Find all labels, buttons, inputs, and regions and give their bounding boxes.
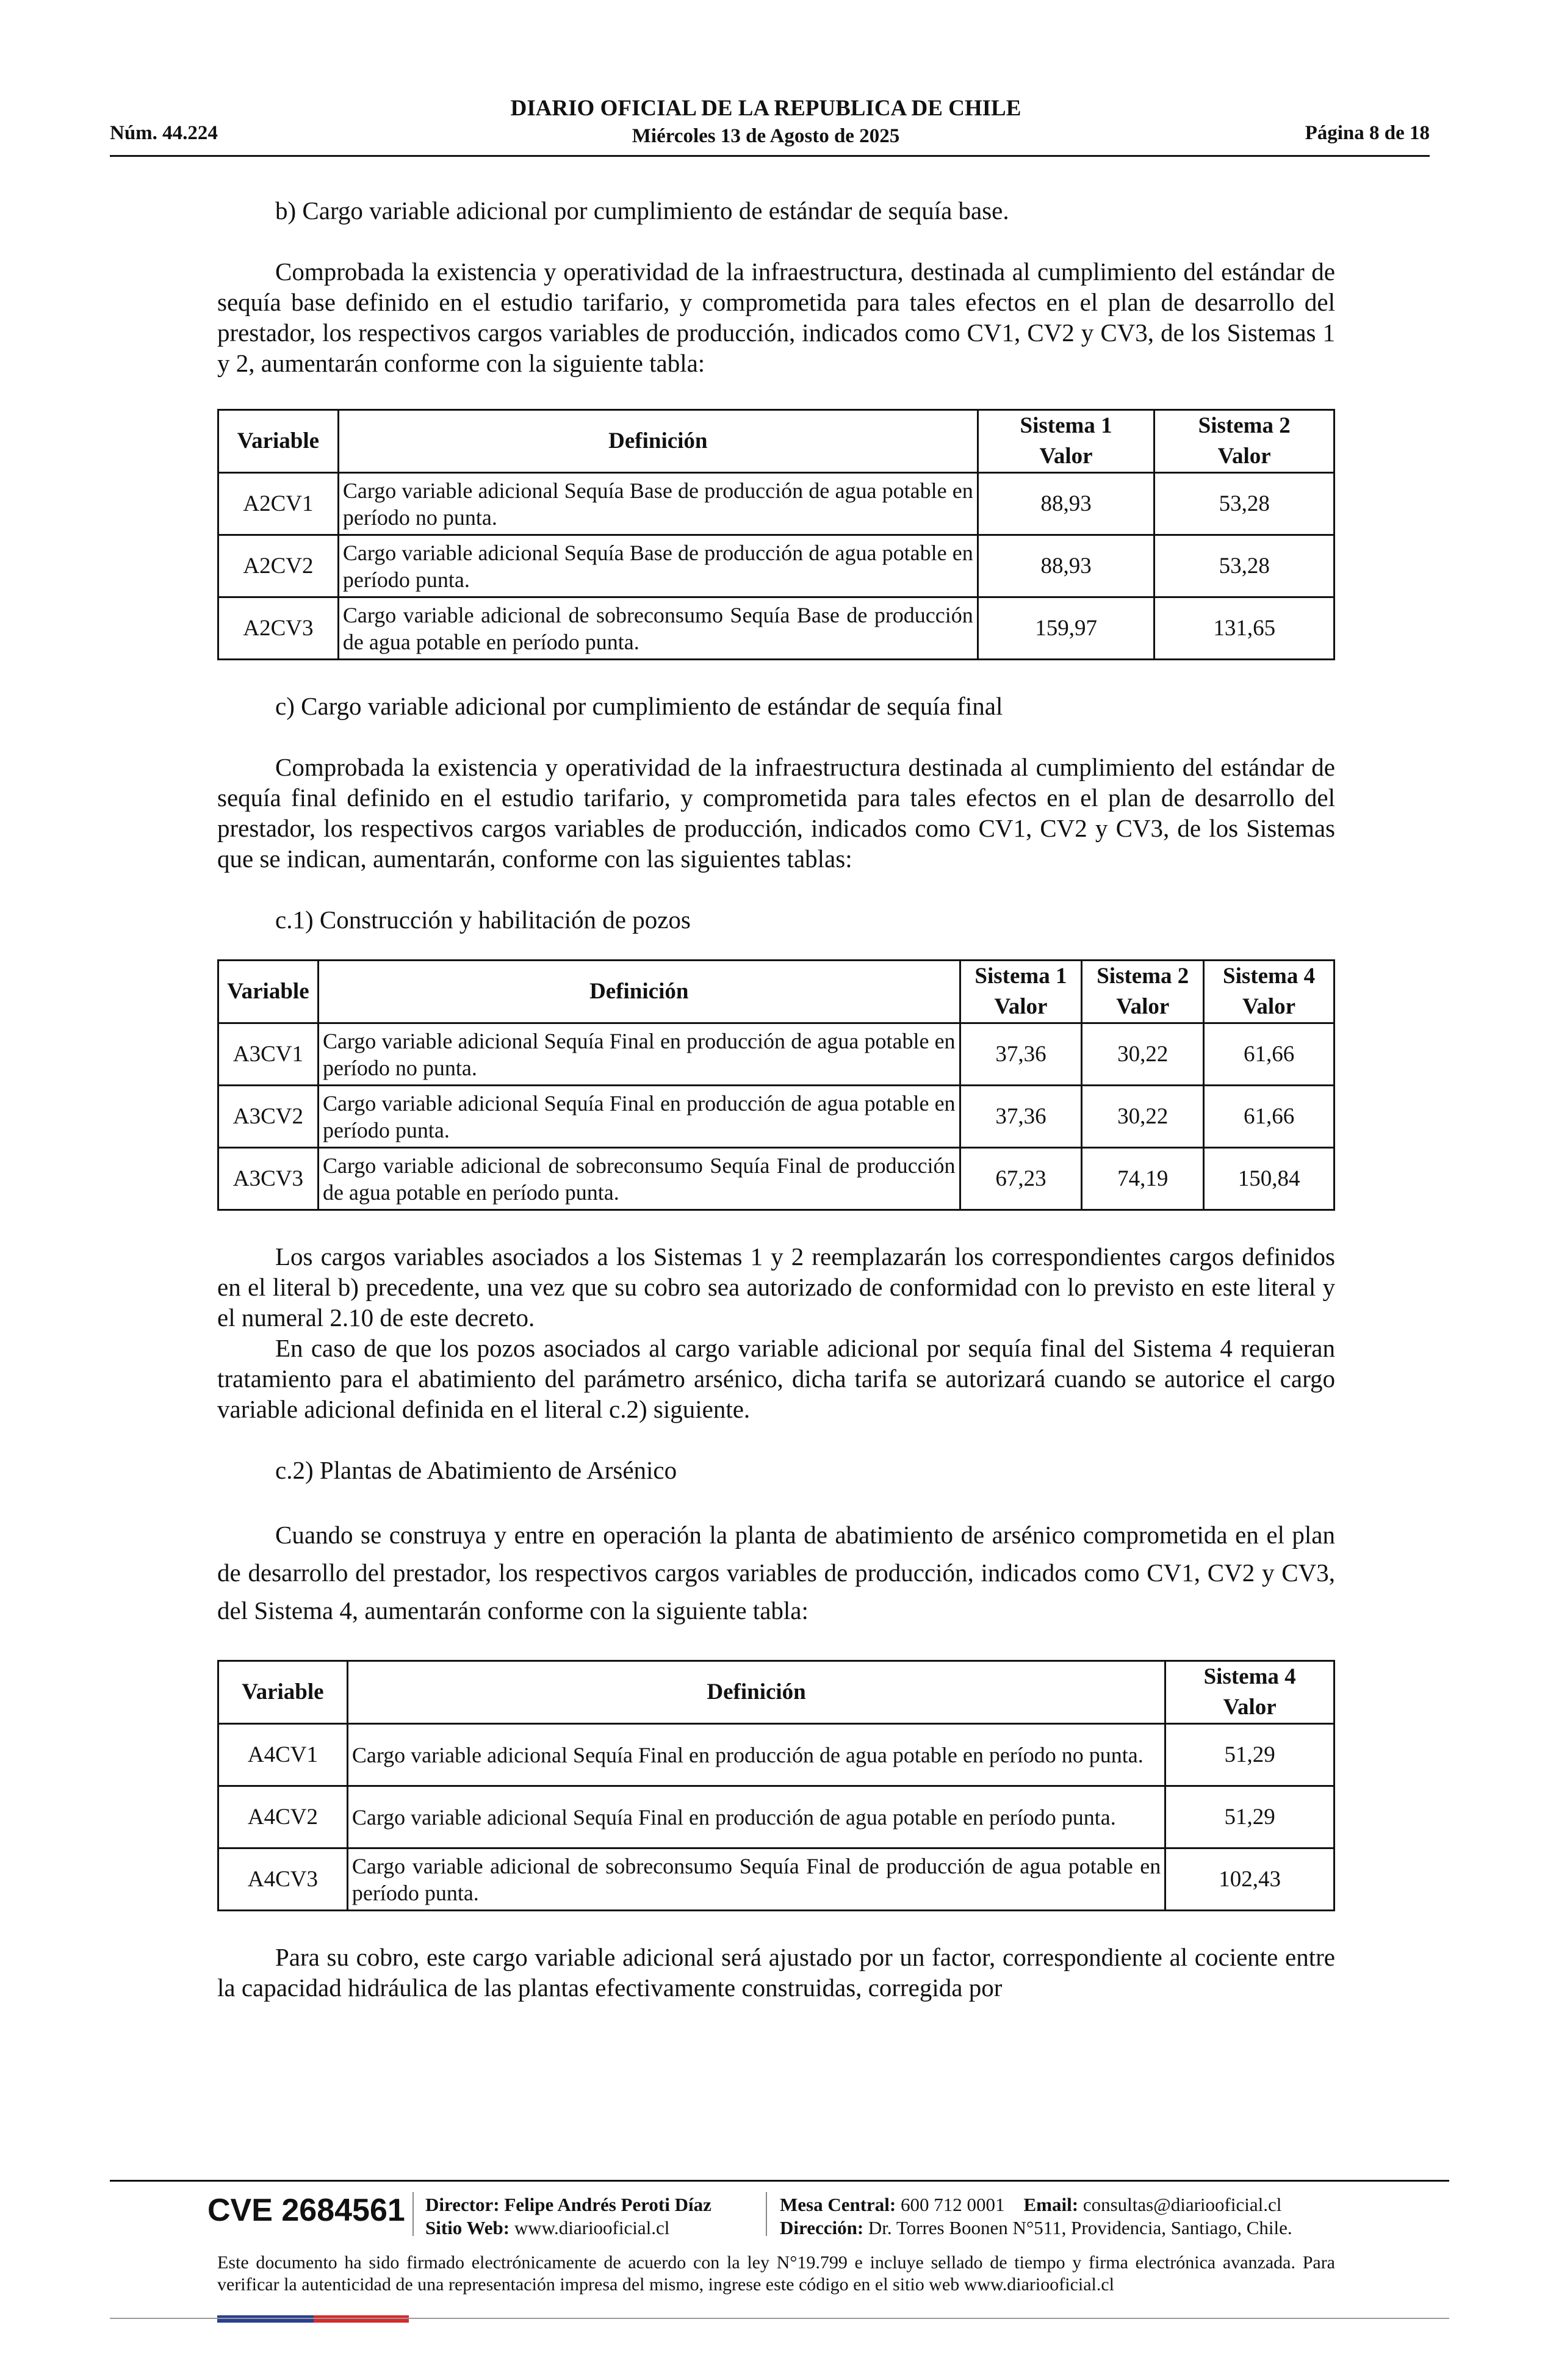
cell-definition: Cargo variable adicional Sequía Base de producción de agua potable en período no punta.	[338, 473, 978, 535]
cell-sistema-2: 30,22	[1082, 1086, 1204, 1148]
col-header-sistema-1: Sistema 1 Valor	[978, 410, 1154, 473]
cell-definition: Cargo variable adicional Sequía Final en producción de agua potable en período no punta.	[347, 1724, 1165, 1786]
page-number: Página 8 de 18	[1305, 122, 1430, 144]
footer-bottom-rule	[110, 2318, 1449, 2319]
footer-separator	[766, 2192, 767, 2236]
cell-definition: Cargo variable adicional de sobreconsumo Sequía Final de producción de agua potable en período punta.	[347, 1848, 1165, 1911]
masthead	[0, 95, 1532, 150]
section-c-paragraph: Comprobada la existencia y operatividad de la infraestructura destinada al cumplimiento del estándar de sequía final definido en el estudio tarifario, y comprometida para tales efectos en el plan de desarrollo del prestador, los respectivos cargos variables de producción, indicados como CV1, CV2 y CV3, de los Sistemas que se indican, aumentarán, conforme con las siguientes tablas:	[217, 753, 1335, 873]
cell-sistema-1: 159,97	[978, 597, 1154, 660]
cell-definition: Cargo variable adicional Sequía Final en producción de agua potable en período punta.	[318, 1086, 960, 1148]
cell-sistema-2: 30,22	[1082, 1023, 1204, 1086]
cell-variable: A3CV2	[218, 1086, 319, 1148]
col-header-definition: Definición	[338, 410, 978, 473]
cell-sistema-1: 67,23	[960, 1148, 1082, 1210]
cell-sistema-4: 61,66	[1204, 1023, 1334, 1086]
section-b-paragraph: Comprobada la existencia y operatividad de la infraestructura, destinada al cumplimiento del estándar de sequía base definido en el estudio tarifario, y comprometida para tales efectos en el plan de desarrollo del prestador, los respectivos cargos variables de producción, indicados como CV1, CV2 y CV3, de los Sistemas 1 y 2, aumentarán conforme con la siguiente tabla:	[217, 258, 1335, 377]
table-row	[218, 1148, 1334, 1210]
publication-date: Miércoles 13 de Agosto de 2025	[632, 125, 900, 147]
col-header-sistema-2: Sistema 2 Valor	[1154, 410, 1334, 473]
cell-definition: Cargo variable adicional de sobreconsumo Sequía Final de producción de agua potable en período punta.	[318, 1148, 960, 1210]
table-row	[218, 473, 1334, 535]
cell-definition: Cargo variable adicional Sequía Final en producción de agua potable en período punta.	[347, 1786, 1165, 1848]
col-header-variable: Variable	[218, 410, 339, 473]
footer-separator	[412, 2192, 414, 2236]
cell-variable: A3CV3	[218, 1148, 319, 1210]
document-body	[217, 183, 1335, 2003]
cell-sistema-4: 102,43	[1165, 1848, 1334, 1911]
cell-sistema-4: 51,29	[1165, 1724, 1334, 1786]
cell-definition: Cargo variable adicional Sequía Base de producción de agua potable en período punta.	[338, 535, 978, 597]
section-b-heading: b) Cargo variable adicional por cumplimiento de estándar de sequía base.	[275, 197, 1009, 225]
cell-sistema-2: 131,65	[1154, 597, 1334, 660]
cell-sistema-2: 53,28	[1154, 535, 1334, 597]
col-header-variable: Variable	[218, 961, 319, 1023]
issue-number: Núm. 44.224	[110, 122, 218, 144]
table-row	[218, 1724, 1334, 1786]
website-link[interactable]: www.diariooficial.cl	[514, 2217, 670, 2238]
cve-code: CVE 2684561	[207, 2193, 405, 2228]
section-c-paragraph-2: Los cargos variables asociados a los Sistemas 1 y 2 reemplazarán los correspondientes cargos definidos en el literal b) precedente, una vez que su cobro sea autorizado de conformidad con lo previsto en este literal y el numeral 2.10 de este decreto.	[217, 1242, 1335, 1332]
section-c-paragraph-5: Para su cobro, este cargo variable adicional será ajustado por un factor, correspondiente al cociente entre la capacidad hidráulica de las plantas efectivamente construidas, corregida por	[217, 1943, 1335, 2002]
publication-title: DIARIO OFICIAL DE LA REPUBLICA DE CHILE	[510, 96, 1021, 121]
section-c-paragraph-3: En caso de que los pozos asociados al cargo variable adicional por sequía final del Sistema 4 requieran tratamiento para el abatimiento del parámetro arsénico, dicha tarifa se autorizará cuando se autorice el cargo variable adicional definida en el literal c.2) siguiente.	[217, 1334, 1335, 1423]
table-header-row	[218, 410, 1334, 473]
table-row	[218, 1086, 1334, 1148]
table-row	[218, 1848, 1334, 1911]
flag-stripe-red	[314, 2315, 409, 2323]
table-abatimiento-arsenico	[217, 1660, 1335, 1911]
cell-sistema-4: 51,29	[1165, 1786, 1334, 1848]
cell-sistema-1: 88,93	[978, 535, 1154, 597]
col-header-sistema-1: Sistema 1 Valor	[960, 961, 1082, 1023]
cell-variable: A4CV3	[218, 1848, 348, 1911]
col-header-variable: Variable	[218, 1661, 348, 1724]
table-row	[218, 1023, 1334, 1086]
flag-stripe-blue	[217, 2315, 314, 2323]
section-c-heading: c) Cargo variable adicional por cumplimiento de estándar de sequía final	[275, 692, 1003, 720]
cell-sistema-2: 53,28	[1154, 473, 1334, 535]
col-header-sistema-4: Sistema 4 Valor	[1165, 1661, 1334, 1724]
table-row	[218, 535, 1334, 597]
section-c-paragraph-4: Cuando se construya y entre en operación la planta de abatimiento de arsénico comprometida en el plan de desarrollo del prestador, los respectivos cargos variables de producción, indicados como CV1, CV2 y CV3, del Sistema 4, aumentarán conforme con la siguiente tabla:	[217, 1521, 1335, 1625]
table-row	[218, 1786, 1334, 1848]
header-divider	[110, 155, 1430, 157]
table-row	[218, 597, 1334, 660]
cell-sistema-1: 37,36	[960, 1086, 1082, 1148]
cell-variable: A2CV3	[218, 597, 339, 660]
cell-variable: A4CV2	[218, 1786, 348, 1848]
footer-divider	[110, 2180, 1449, 2182]
signature-notice: Este documento ha sido firmado electrónicamente de acuerdo con la ley N°19.799 e incluye sellado de tiempo y firma electrónica avanzada. Para verificar la autenticidad de una representación impresa del mismo, ingrese este código en el sitio web www.diariooficial.cl	[217, 2252, 1335, 2295]
col-header-sistema-2: Sistema 2 Valor	[1082, 961, 1204, 1023]
cell-sistema-1: 88,93	[978, 473, 1154, 535]
cell-sistema-2: 74,19	[1082, 1148, 1204, 1210]
section-c1-heading: c.1) Construcción y habilitación de pozos	[275, 906, 691, 934]
cell-definition: Cargo variable adicional Sequía Final en producción de agua potable en período no punta.	[318, 1023, 960, 1086]
cell-variable: A4CV1	[218, 1724, 348, 1786]
section-c2-heading: c.2) Plantas de Abatimiento de Arsénico	[275, 1456, 677, 1484]
cell-sistema-1: 37,36	[960, 1023, 1082, 1086]
cell-variable: A2CV1	[218, 473, 339, 535]
cell-variable: A2CV2	[218, 535, 339, 597]
footer-contact-block: Mesa Central: 600 712 0001 Email: consultas@diariooficial.cl Dirección: Dr. Torres Boonen N°511, Providencia, Santiago, Chile.	[780, 2194, 1292, 2238]
email-link[interactable]: consultas@diariooficial.cl	[1082, 2194, 1282, 2215]
cell-variable: A3CV1	[218, 1023, 319, 1086]
mesa-central-phone: 600 712 0001	[901, 2194, 1005, 2215]
table-header-row	[218, 961, 1334, 1023]
table-header-row	[218, 1661, 1334, 1724]
col-header-sistema-4: Sistema 4 Valor	[1204, 961, 1334, 1023]
col-header-definition: Definición	[347, 1661, 1165, 1724]
table-sequia-final-pozos	[217, 959, 1335, 1211]
address: Dr. Torres Boonen N°511, Providencia, Santiago, Chile.	[868, 2217, 1292, 2238]
cell-sistema-4: 150,84	[1204, 1148, 1334, 1210]
director-name: Felipe Andrés Peroti Díaz	[504, 2194, 711, 2215]
table-sequia-base	[217, 409, 1335, 660]
cell-sistema-4: 61,66	[1204, 1086, 1334, 1148]
cell-definition: Cargo variable adicional de sobreconsumo Sequía Base de producción de agua potable en período punta.	[338, 597, 978, 660]
footer-director-block: Director: Felipe Andrés Peroti Díaz Sitio Web: www.diariooficial.cl	[425, 2194, 711, 2238]
col-header-definition: Definición	[318, 961, 960, 1023]
